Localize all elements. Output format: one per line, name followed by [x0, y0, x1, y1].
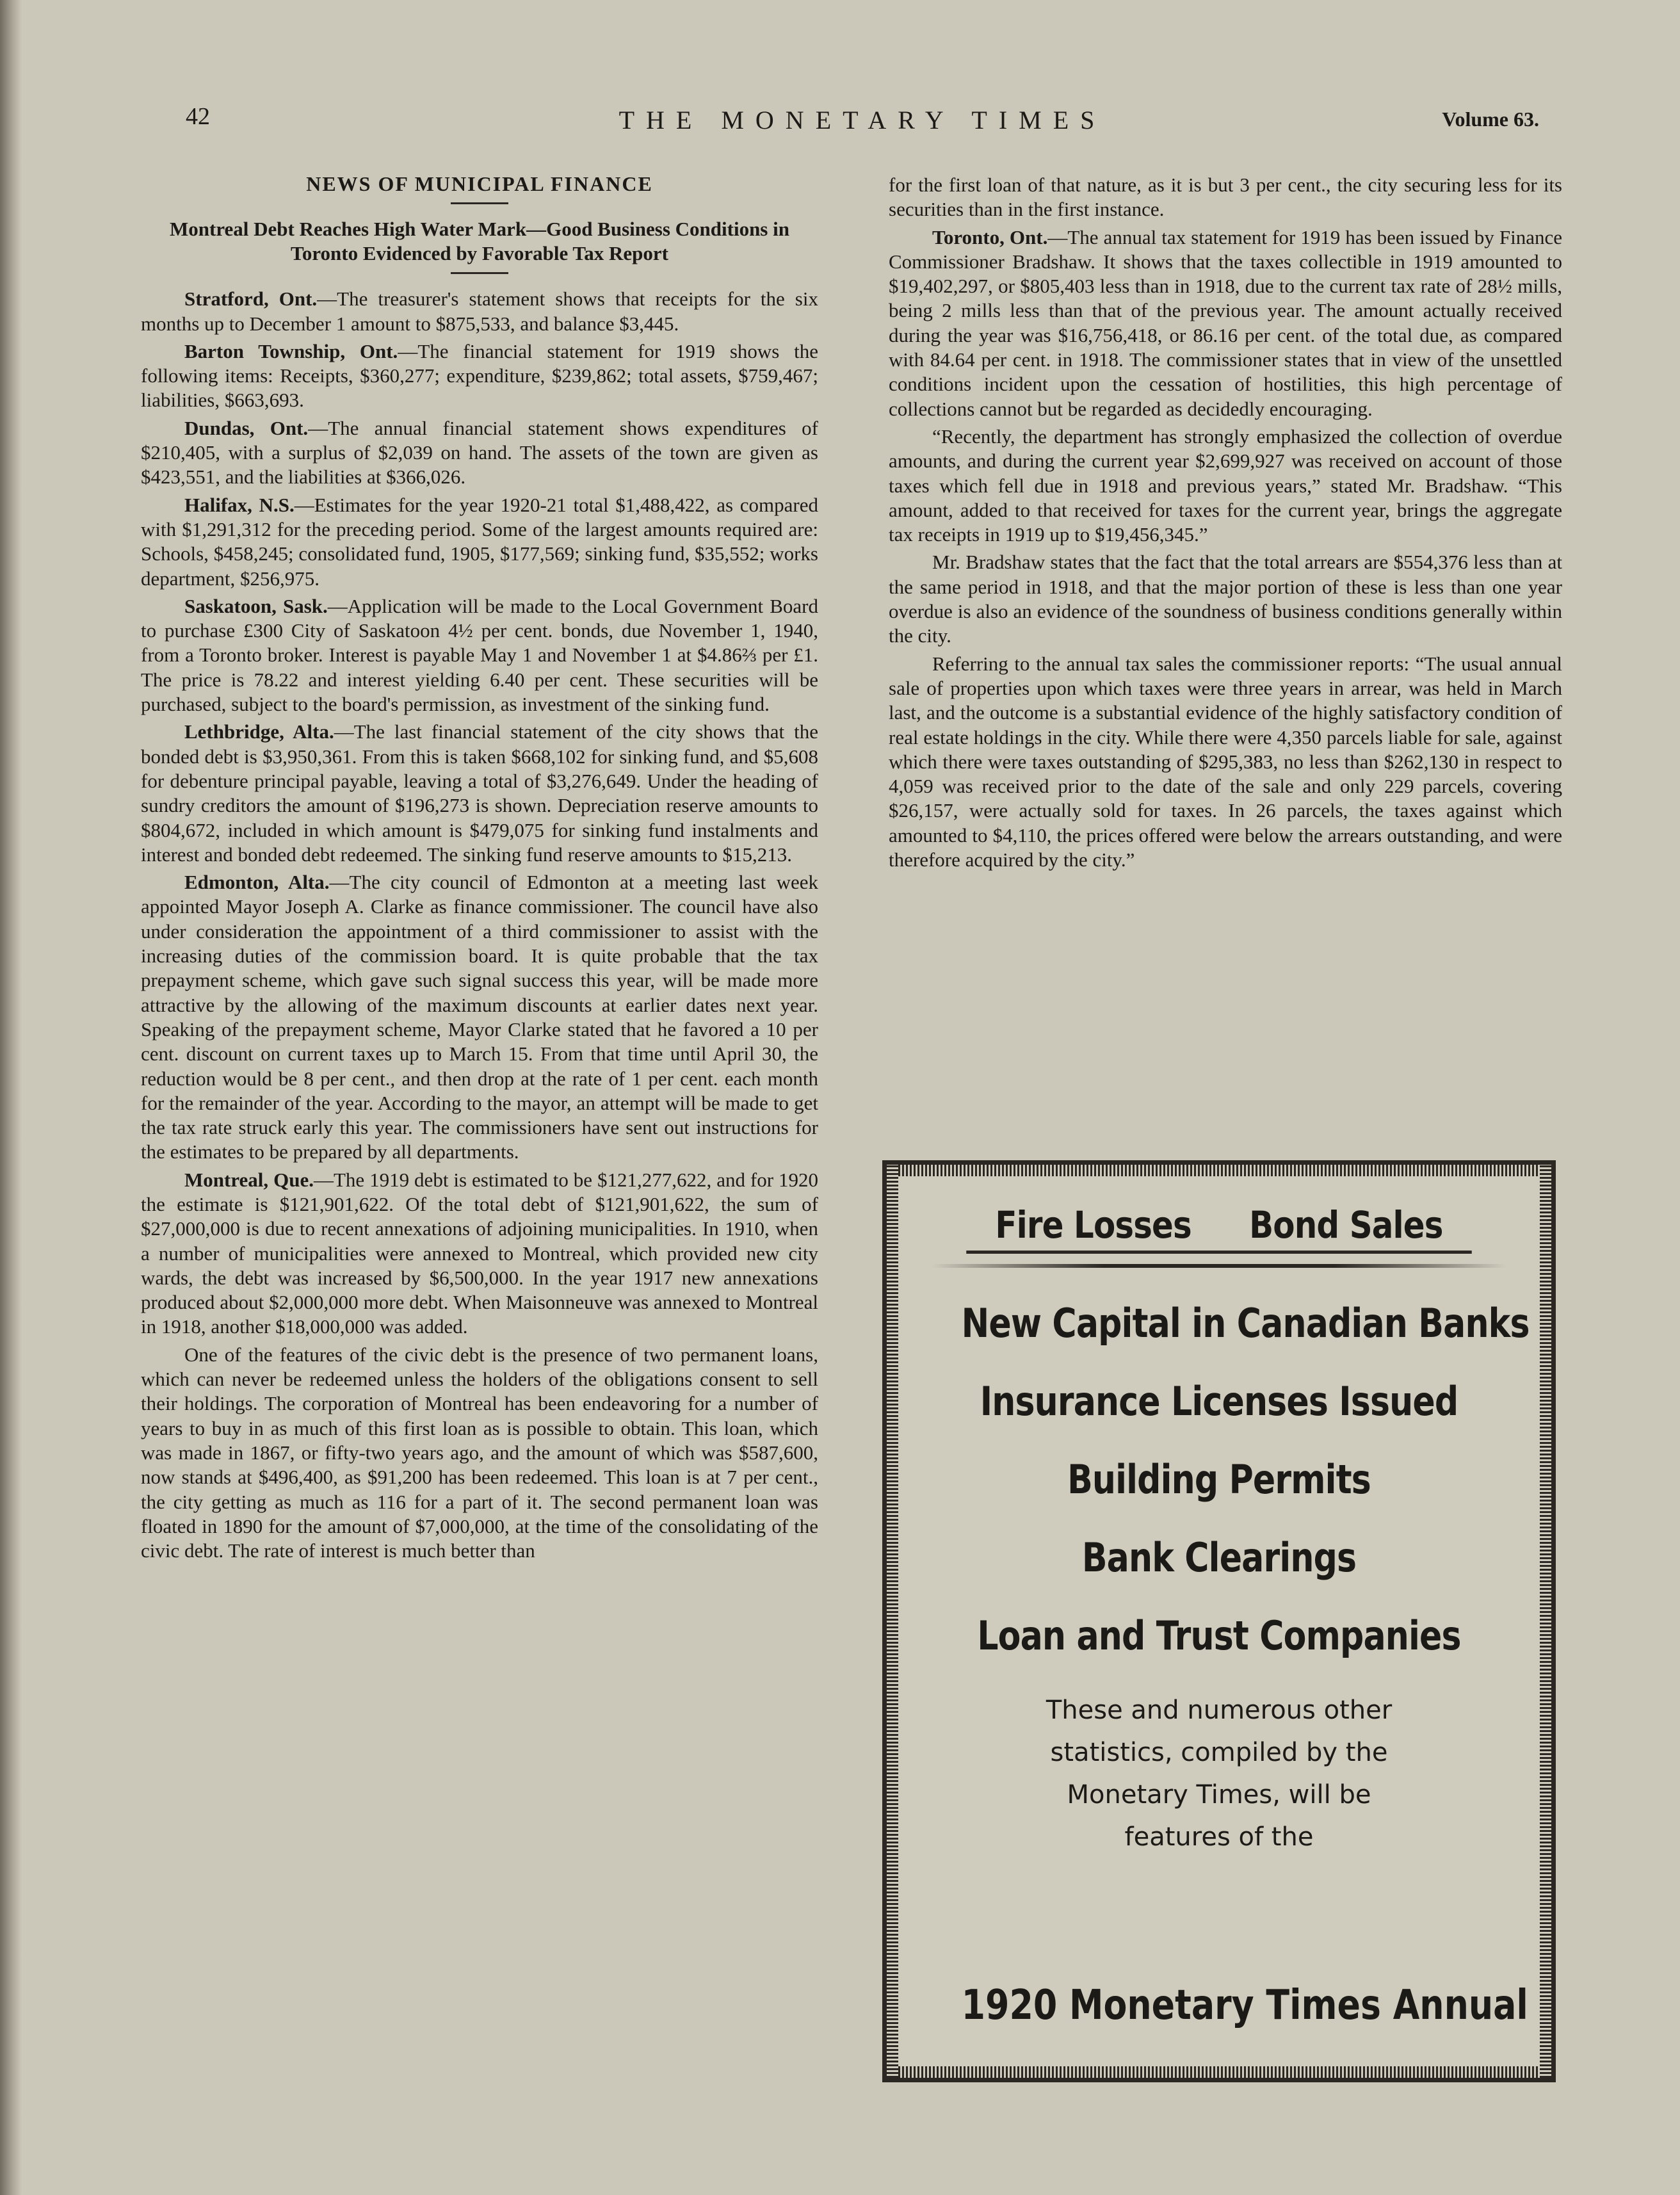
ad-footer: 1920 Monetary Times Annual: [961, 1982, 1528, 2029]
news-item: [141, 287, 818, 336]
ad-border-left: [887, 1165, 898, 2078]
ad-item: New Capital in Canadian Banks: [961, 1300, 1530, 1347]
ad-body-text: These and numerous other statistics, compiled by the Monetary Times, will be features of the: [1046, 1696, 1393, 1852]
journal-title: THE MONETARY TIMES: [618, 106, 1106, 134]
item-place: Montreal, Que.: [184, 1168, 314, 1191]
item-place: Stratford, Ont.: [184, 288, 318, 311]
ad-item: Bank Clearings: [1081, 1534, 1357, 1581]
news-item: [141, 416, 818, 490]
item-text: —The city council of Edmonton at a meeting last week appointed Mayor Joseph A. Clarke as finance commissioner. The council have also under consideration the appointment of a third commissioner to assist with the increasing duties of the commission board. It is quite probable that the tax prepayment scheme, which gave such signal success this year, will be made more attractive by the allowing of the maximum discounts at earlier dates next year. Speaking of the prepayment scheme, Mayor Clarke stated that he favored a 10 per cent. discount on current taxes up to March 15. From that time until April 30, the reduction would be 8 per cent., and then drop at the rate of 1 per cent. each month for the remainder of the year. According to the mayor, an attempt will be made to get the tax rate struck early this year. The commissioners have sent out instructions for the estimates to be prepared by all departments.: [141, 871, 818, 1163]
item-text: —The annual tax statement for 1919 has been issued by Finance Commissioner Bradshaw. It shows that the taxes collectible in 1919 amounted to $19,402,297, or $805,403 less than in 1918, due to the current tax rate of 28½ mills, being 2 mills less than that of the previous year. The amount actually received during the year was $16,756,418, or 86.16 per cent. of the total due, as compared with 84.64 per cent. in 1918. The commissioner states that in view of the unsettled conditions incident upon the cessation of hostilities, this high percentage of collections cannot but be regarded as decidedly encouraging.: [889, 225, 1562, 420]
binding-edge: [0, 0, 22, 2195]
item-text: —Estimates for the year 1920-21 total $1,488,422, as compared with $1,291,312 for the preceding period. Some of the largest amounts required are: Schools, $458,245; consolidated fund, 1905, $177,569; sinking fund, $35,552; works department, $256,975.: [141, 493, 818, 590]
ad-content: [912, 1203, 1530, 2052]
ad-border-right: [1540, 1165, 1551, 2078]
page-number: 42: [186, 103, 210, 130]
item-text: —The treasurer's statement shows that receipts for the six months up to December 1 amount to $875,533, and balance $3,445.: [141, 288, 818, 335]
item-place: Halifax, N.S.: [184, 493, 295, 516]
item-text: —The financial statement for 1919 shows the following items: Receipts, $360,277; expenditure, $239,862; total assets, $759,467; liabilities, $663,693.: [141, 339, 818, 412]
title-rule: [451, 202, 508, 204]
news-item: [141, 594, 818, 717]
ad-border-top: [887, 1165, 1551, 1176]
news-item: [141, 339, 818, 413]
toronto-arrears: Mr. Bradshaw states that the fact that the total arrears are $554,376 less than at the same period in 1918, and that the major portion of these is less than one year overdue is also an evidence of the soundness of business conditions generally within the city.: [889, 551, 1562, 647]
news-item: [141, 1168, 818, 1340]
item-text: —The last financial statement of the city shows that the bonded debt is $3,950,361. From this is taken $668,102 for sinking fund, and $5,608 for debenture principal payable, leaving a total of $3,276,649. Under the heading of sundry creditors the amount of $196,273 is shown. Depreciation reserve amounts to $804,672, included in which amount is $479,075 for sinking fund instalments and interest and bonded debt redeemed. The sinking fund reserve amounts to $15,213.: [141, 720, 818, 866]
deck-rule: [451, 272, 508, 274]
toronto-quote: “Recently, the department has strongly emphasized the collection of overdue amounts, and during the current year $2,699,927 was received on account of those taxes which fell due in 1918 and previous years,” stated Mr. Bradshaw. “This amount, added to that received for taxes for the current year, brings the aggregate tax receipts in 1919 up to $19,456,345.”: [889, 425, 1562, 546]
news-item: [889, 225, 1562, 421]
ad-rule: [932, 1264, 1506, 1268]
left-column: [141, 172, 818, 1566]
news-item: [141, 870, 818, 1165]
news-item: [141, 720, 818, 867]
right-column: [889, 173, 1562, 875]
item-place: Barton Township, Ont.: [184, 339, 398, 362]
toronto-tax-sales: Referring to the annual tax sales the commissioner reports: “The usual annual sale of properties upon which taxes were three years in arrear, was held in March last, and the outcome is a substantial evidence of the highly satisfactory condition of real estate holdings in the city. While there were 4,350 parcels liable for sale, against which there were taxes outstanding of $295,383, no less than $262,130 in respect to 4,059 was received prior to the date of the sale and only 229 parcels, covering $26,157, were actually sold for taxes. In 26 parcels, the taxes against which amounted to $4,110, the prices offered were below the arrears outstanding, and were therefore acquired by the city.”: [889, 652, 1562, 871]
item-place: Dundas, Ont.: [184, 416, 309, 439]
montreal-continued: One of the features of the civic debt is the presence of two permanent loans, which can never be redeemed unless the holders of the obligations consent to sell their holdings. The corporation of Montreal has been endeavoring for a number of years to buy in as much of this first loan as is possible to obtain. This loan, which was made in 1867, or fifty-two years ago, and the amount of which was $587,600, now stands at $496,400, as $91,200 has been redeemed. This loan is at 7 per cent., the city getting as much as 116 for a part of it. The second permanent loan was floated in 1890 for the amount of $7,000,000, at the time of the consolidating of the civic debt. The rate of interest is much better than: [141, 1343, 818, 1562]
item-text: —The 1919 debt is estimated to be $121,277,622, and for 1920 the estimate is $121,901,622. Of the total debt of $121,901,622, the sum of $27,000,000 is due to recent annexations of adjoining municipalities. In 1910, when a number of municipalities were annexed to Montreal, which provided new city wards, the debt was increased by $6,500,000. In the year 1917 new annexations produced about $2,000,000 more debt. When Maisonneuve was annexed to Montreal in 1918, another $18,000,000 was added.: [141, 1168, 818, 1338]
ad-heading-right: Bond Sales: [1249, 1203, 1443, 1247]
item-place: Toronto, Ont.: [932, 225, 1048, 248]
continued-text: for the first loan of that nature, as it is but 3 per cent., the city securing less for its securities than in the first instance.: [889, 174, 1562, 221]
ad-heading: [966, 1203, 1471, 1254]
article-deck: Montreal Debt Reaches High Water Mark—Good Business Conditions in Toronto Evidenced by Favorable Tax Report: [170, 218, 789, 265]
item-place: Saskatoon, Sask.: [184, 594, 328, 617]
item-place: Lethbridge, Alta.: [184, 720, 334, 743]
ad-border-bottom: [887, 2066, 1551, 2078]
item-text: —The annual financial statement shows expenditures of $210,405, with a surplus of $2,039 on hand. The assets of the town are given as $423,551, and the liabilities at $366,026.: [141, 416, 818, 489]
running-head: [186, 102, 1539, 141]
item-place: Edmonton, Alta.: [184, 871, 330, 894]
ad-item: Building Permits: [1067, 1456, 1371, 1503]
ad-heading-left: Fire Losses: [995, 1203, 1191, 1247]
volume-label: Volume 63.: [1442, 108, 1539, 131]
item-text: —Application will be made to the Local Government Board to purchase £300 City of Saskatoon 4½ per cent. bonds, due November 1, 1940, from a Toronto broker. Interest is payable May 1 and November 1 at $4.86⅔ per £1. The price is 78.22 and interest yielding 6.40 per cent. These securities will be purchased, subject to the board's permission, as investment of the sinking fund.: [141, 594, 818, 716]
advertisement-box: [882, 1160, 1556, 2082]
ad-item: Insurance Licenses Issued: [980, 1378, 1458, 1425]
ad-item: Loan and Trust Companies: [977, 1612, 1461, 1659]
article-title: NEWS OF MUNICIPAL FINANCE: [306, 172, 653, 195]
news-item: [141, 493, 818, 591]
